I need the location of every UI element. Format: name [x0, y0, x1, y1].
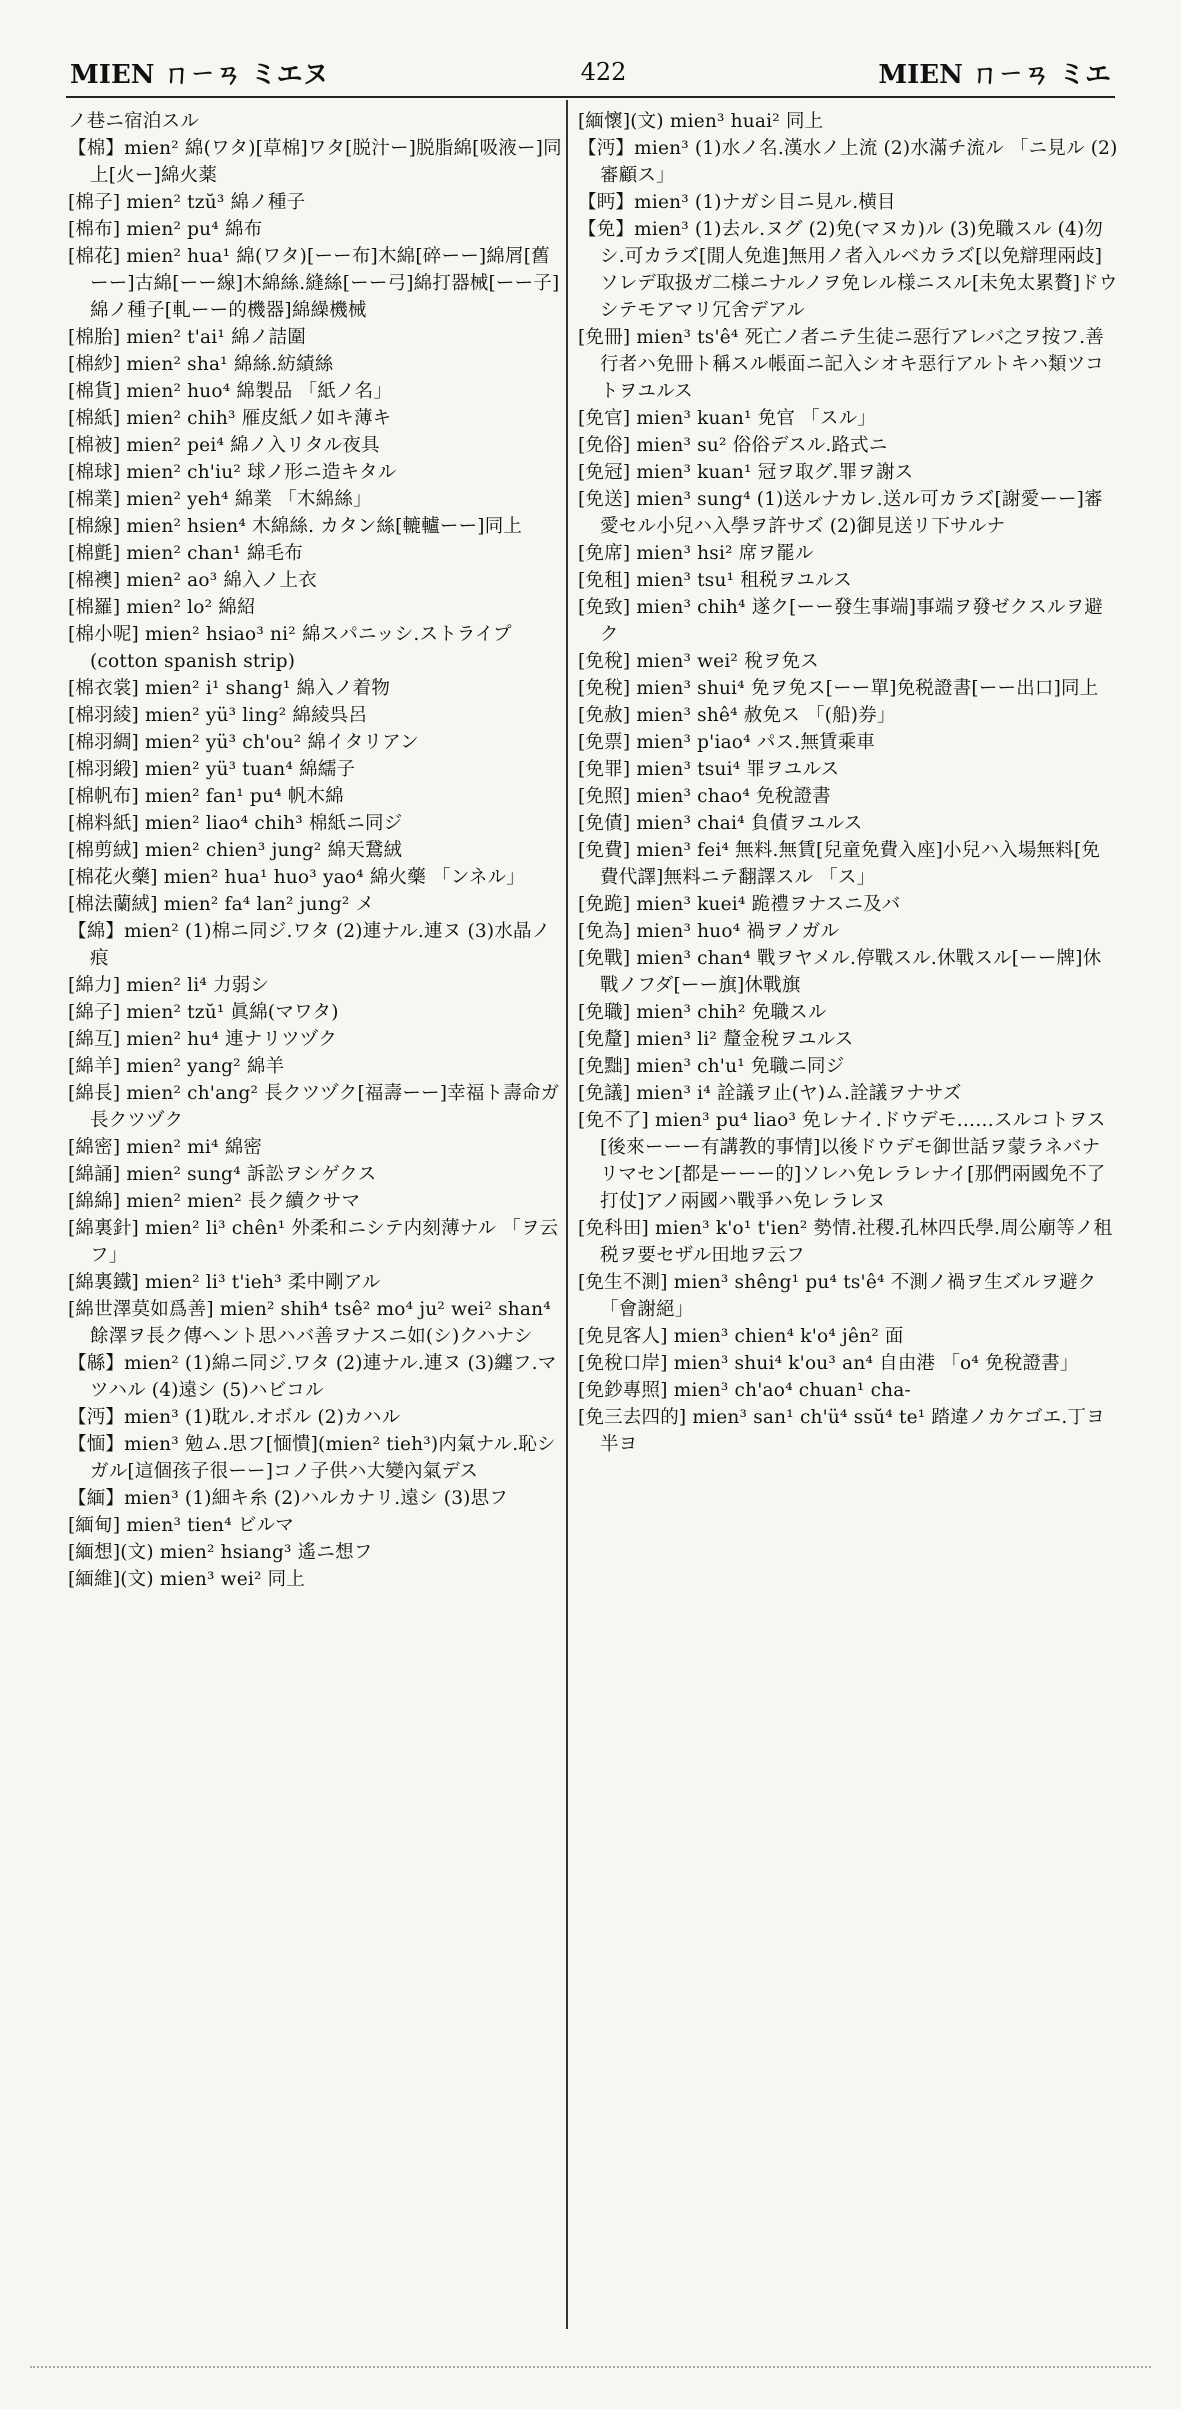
dictionary-entry: [棉剪絨] mien² chien³ jung² 綿天鵞絨 [68, 840, 403, 861]
dictionary-entry: 【緜】mien² (1)綿ニ同ジ.ワタ (2)連ナル.連ヌ (3)纏フ.マツハル (4)遠シ (5)ハビコル [68, 1353, 557, 1401]
dictionary-entry: [免職] mien³ chih² 免職スル [578, 1002, 827, 1023]
dictionary-entry: [免冠] mien³ kuan¹ 冠ヲ取グ.罪ヲ謝ス [578, 462, 914, 483]
dictionary-entry: [棉法蘭絨] mien² fa⁴ lan² jung² メ [68, 894, 375, 915]
left-column [68, 108, 568, 2319]
dictionary-entry: [綿裏鐵] mien² li³ t'ieh³ 柔中剛アル [68, 1272, 381, 1293]
dictionary-entry: 【愐】mien³ 勉ム.思フ[愐憒](mien² tieh³)内氣ナル.恥シガル[這個孩子很ーー]コノ子供ハ大變內氣デス [68, 1434, 556, 1482]
dictionary-entry: [免科田] mien³ k'o¹ t'ien² 勢情.社稷.孔林四氏學.周公廟等ノ租税ヲ要セザル田地ヲ云フ [578, 1218, 1113, 1266]
dictionary-entry: [棉被] mien² pei⁴ 綿ノ入リタル夜具 [68, 435, 380, 456]
dictionary-entry: [棉羅] mien² lo² 綿紹 [68, 597, 256, 618]
dictionary-entry: [綿羊] mien² yang² 綿羊 [68, 1056, 285, 1077]
dictionary-entry: 【眄】mien³ (1)ナガシ目ニ見ル.横目 [578, 192, 896, 213]
dictionary-entry: [棉帆布] mien² fan¹ pu⁴ 帆木綿 [68, 786, 344, 807]
header-left-guide: MIEN ㄇㄧㄢ ミエヌ [70, 59, 329, 90]
dictionary-entry: [棉布] mien² pu⁴ 綿布 [68, 219, 263, 240]
dictionary-entry: [免稅] mien³ wei² 稅ヲ免ス [578, 651, 819, 672]
dictionary-entry: [免生不測] mien³ shêng¹ pu⁴ ts'ê⁴ 不測ノ禍ヲ生ズルヲ避ク 「會謝絕」 [578, 1272, 1097, 1320]
dictionary-entry: [免送] mien³ sung⁴ (1)送ルナカレ.送ル可カラズ[謝愛ーー]審愛セル小兒ハ入學ヲ許サズ (2)御見送リ下サルナ [578, 489, 1103, 537]
dictionary-entry: [緬甸] mien³ tien⁴ ビルマ [68, 1515, 294, 1536]
dictionary-entry: [綿力] mien² li⁴ 力弱シ [68, 975, 270, 996]
right-column [578, 108, 1118, 2319]
dictionary-entry: [免債] mien³ chai⁴ 負債ヲユルス [578, 813, 863, 834]
dictionary-entry: [免俗] mien³ su² 俗俗デスル.路式ニ [578, 435, 888, 456]
dictionary-entry: [免黜] mien³ ch'u¹ 免職ニ同ジ [578, 1056, 845, 1077]
dictionary-entry: [免冊] mien³ ts'ê⁴ 死亡ノ者ニテ生徒ニ惡行アレバ之ヲ按フ.善行者ハ免冊ト稱スル帳面ニ記入シオキ惡行アルトキハ類ツコトヲユルス [578, 327, 1104, 402]
dictionary-entry: [綿裏針] mien² li³ chên¹ 外柔和ニシテ内刻薄ナル 「ヲ云フ」 [68, 1218, 559, 1266]
dictionary-entry: [棉胎] mien² t'ai¹ 綿ノ詰圍 [68, 327, 306, 348]
dictionary-entry: [免跪] mien³ kuei⁴ 跪禮ヲナスニ及バ [578, 894, 901, 915]
dictionary-entry: [免官] mien³ kuan¹ 免官 「スル」 [578, 408, 876, 429]
dictionary-entry: 【免】mien³ (1)去ル.ヌグ (2)免(マヌカ)ル (3)免職スル (4)勿シ.可カラズ[閒人免進]無用ノ者入ルベカラズ[以免辯理兩歧]ソレデ取扱ガ二様ニナルノヲ免レル様ニスル[未免太累贅]ドウシテモアマリ冗舍デアル [578, 219, 1118, 321]
dictionary-entry: [棉線] mien² hsien⁴ 木綿絲. カタン絲[轆轤ーー]同上 [68, 516, 523, 537]
dictionary-entry: [棉羽緞] mien² yü³ tuan⁴ 綿繻子 [68, 759, 356, 780]
dictionary-entry: [免議] mien³ i⁴ 詮議ヲ止(ヤ)ム.詮議ヲナサズ [578, 1083, 962, 1104]
dictionary-entry: [棉花] mien² hua¹ 綿(ワタ)[ーー布]木綿[碎ーー]綿屑[舊ーー]古綿[ーー線]木綿絲.縫絲[ーー弓]綿打器械[ーー子]綿ノ種子[軋ーー的機器]綿繰機械 [68, 246, 560, 321]
dictionary-entry: [免租] mien³ tsu¹ 租税ヲユルス [578, 570, 852, 591]
dictionary-entry: [棉子] mien² tzŭ³ 綿ノ種子 [68, 192, 306, 213]
dictionary-entry: [緬想](文) mien² hsiang³ 遙ニ想フ [68, 1542, 373, 1563]
dictionary-entry: [免票] mien³ p'iao⁴ パス.無賃乘車 [578, 732, 876, 753]
dictionary-entry: [棉氈] mien² chan¹ 綿毛布 [68, 543, 303, 564]
dictionary-entry: [免見客人] mien³ chien⁴ k'o⁴ jên² 面 [578, 1326, 904, 1347]
header-right-guide: MIEN ㄇㄧㄢ ミエ [878, 59, 1111, 90]
dictionary-entry: 【棉】mien² 綿(ワタ)[草棉]ワタ[脱汁ー]脱脂綿[吸液ー]同上[火ー]綿火薬 [68, 138, 562, 186]
dictionary-entry: 【綿】mien² (1)棉ニ同ジ.ワタ (2)連ナル.連ヌ (3)水晶ノ痕 [68, 921, 551, 969]
dictionary-entry: ノ巷ニ宿泊スル [68, 111, 199, 132]
dictionary-entry: 【沔】mien³ (1)耽ル.オボル (2)カハル [68, 1407, 401, 1428]
dictionary-entry: [免三去四的] mien³ san¹ ch'ü⁴ ssŭ⁴ te¹ 踏違ノカケゴエ.丁ヨ半ヨ [578, 1407, 1105, 1455]
dictionary-entry: [免稅] mien³ shui⁴ 免ヲ免ス[ーー單]免税證書[ーー出口]同上 [578, 678, 1099, 699]
dictionary-entry: [棉羽綢] mien² yü³ ch'ou² 綿イタリアン [68, 732, 419, 753]
dictionary-entry: [免罪] mien³ tsui⁴ 罪ヲユルス [578, 759, 840, 780]
dictionary-entry: [免稅口岸] mien³ shui⁴ k'ou³ an⁴ 自由港 「o⁴ 免稅證書」 [578, 1353, 1079, 1374]
dictionary-entry: [免照] mien³ chao⁴ 免稅證書 [578, 786, 831, 807]
dictionary-entry: [綿世澤莫如爲善] mien² shih⁴ tsê² mo⁴ ju² wei² shan⁴ 餘澤ヲ長ク傳ヘント思ハバ善ヲナスニ如(シ)クハナシ [68, 1299, 551, 1347]
dictionary-entry: [綿密] mien² mi⁴ 綿密 [68, 1137, 263, 1158]
dictionary-entry: [棉料紙] mien² liao⁴ chih³ 棉紙ニ同ジ [68, 813, 403, 834]
dictionary-entry: [棉球] mien² ch'iu² 球ノ形ニ造キタル [68, 462, 397, 483]
page-header [70, 52, 1111, 92]
dictionary-entry: [免席] mien³ hsi² 席ヲ罷ル [578, 543, 814, 564]
dictionary-entry: [棉小呢] mien² hsiao³ ni² 綿スパニッシ.ストライプ(cotton spanish strip) [68, 624, 512, 672]
dictionary-entry: [免戰] mien³ chan⁴ 戰ヲヤメル.停戰スル.休戰スル[ーー牌]休戰ノフダ[ーー旗]休戰旗 [578, 948, 1102, 996]
dictionary-entry: [免費] mien³ fei⁴ 無料.無賃[兒童免費入座]小兒ハ入場無料[免費代譯]無料ニテ翻譯スル 「ス」 [578, 840, 1101, 888]
dictionary-entry: [棉羽綾] mien² yü³ ling² 綿綾呉呂 [68, 705, 368, 726]
dictionary-entry: [綿長] mien² ch'ang² 長クツヅク[福壽ーー]幸福ト壽命ガ長クツヅク [68, 1083, 560, 1131]
dictionary-entry: [免為] mien³ huo⁴ 禍ヲノガル [578, 921, 840, 942]
dictionary-entry: [免不了] mien³ pu⁴ liao³ 免レナイ.ドウデモ……スルコトヲス[後來ーーー有講教的事情]以後ドウデモ御世話ヲ蒙ラネバナリマセン[都是ーーー的]ソレハ免レラレナイ[那們兩國免不了打仗]アノ兩國ハ戰爭ハ免レラレヌ [578, 1110, 1106, 1212]
dictionary-entry: [棉衣裳] mien² i¹ shang¹ 綿入ノ着物 [68, 678, 391, 699]
dictionary-entry: [綿互] mien² hu⁴ 連ナリツヅク [68, 1029, 338, 1050]
dictionary-entry: [綿子] mien² tzŭ¹ 眞綿(マワタ) [68, 1002, 339, 1023]
dictionary-entry: [棉襖] mien² ao³ 綿入ノ上衣 [68, 570, 317, 591]
dictionary-entry: [棉業] mien² yeh⁴ 綿業 「木綿絲」 [68, 489, 372, 510]
bottom-dotted-rule [30, 2366, 1151, 2368]
dictionary-entry: [綿綿] mien² mien² 長ク續クサマ [68, 1191, 361, 1212]
dictionary-entry: [棉紙] mien² chih³ 雁皮紙ノ如キ薄キ [68, 408, 392, 429]
dictionary-entry: [免釐] mien³ li² 釐金稅ヲユルス [578, 1029, 854, 1050]
dictionary-entry: [棉貨] mien² huo⁴ 綿製品 「紙ノ名」 [68, 381, 393, 402]
dictionary-entry: [綿誦] mien² sung⁴ 訴訟ヲシゲクス [68, 1164, 377, 1185]
dictionary-entry: 【沔】mien³ (1)水ノ名.漢水ノ上流 (2)水滿チ流ル 「ニ見ル (2)審顧ス」 [578, 138, 1118, 186]
dictionary-entry: 【緬】mien³ (1)細キ糸 (2)ハルカナリ.遠シ (3)思フ [68, 1488, 508, 1509]
dictionary-entry: [緬懷](文) mien³ huai² 同上 [578, 111, 824, 132]
dictionary-entry: [緬維](文) mien³ wei² 同上 [68, 1569, 306, 1590]
dictionary-entry: [棉紗] mien² sha¹ 綿絲.紡績絲 [68, 354, 334, 375]
dictionary-entry: [免致] mien³ chih⁴ 遂ク[ーー發生事端]事端ヲ發ゼクスルヲ避ク [578, 597, 1103, 645]
dictionary-entry: [免鈔專照] mien³ ch'ao⁴ chuan¹ cha- [578, 1380, 911, 1401]
dictionary-entry: [免赦] mien³ shê⁴ 赦免ス 「(船)券」 [578, 705, 896, 726]
header-rule [66, 96, 1115, 98]
page-number: 422 [580, 58, 627, 86]
dictionary-entry: [棉花火藥] mien² hua¹ huo³ yao⁴ 綿火藥 「ンネル」 [68, 867, 525, 888]
